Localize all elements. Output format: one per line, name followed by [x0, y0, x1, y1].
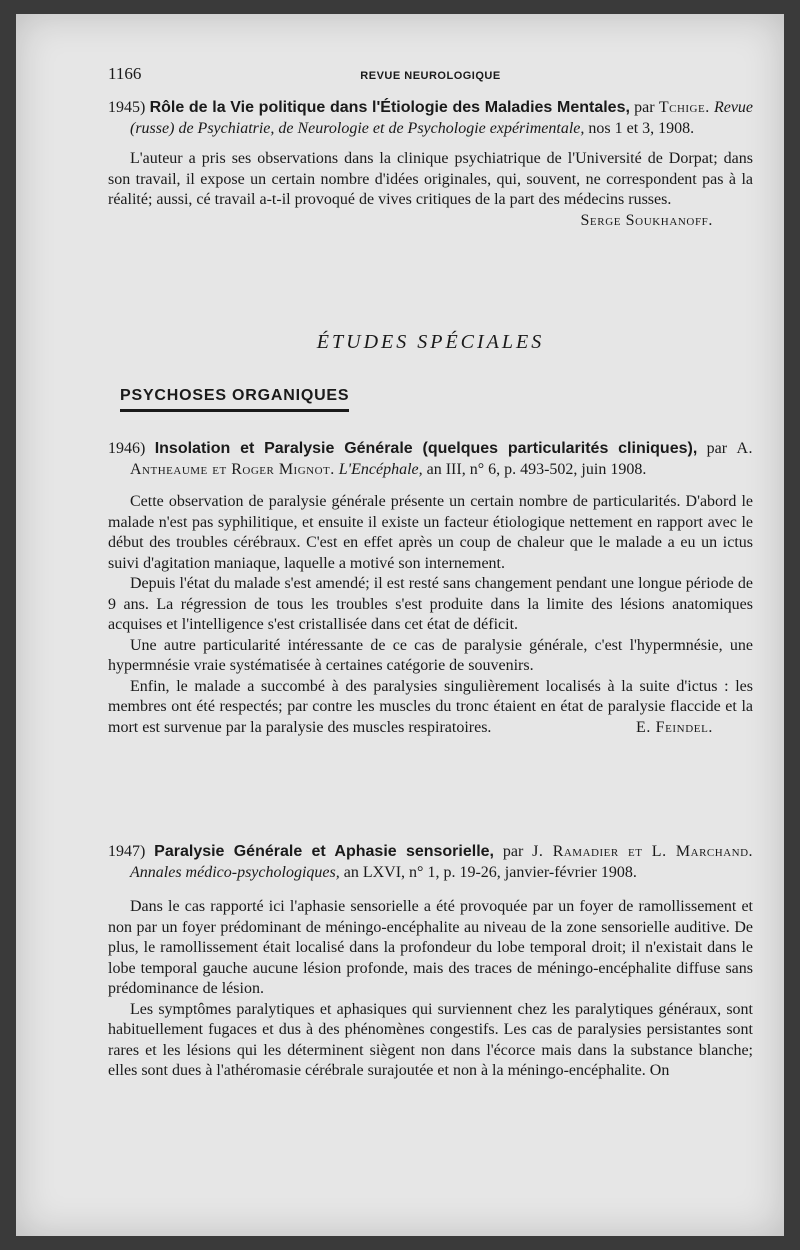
- paragraph: Depuis l'état du malade s'est amendé; il est resté sans changement pendant une longue période de 9 ans. La régression de tous les troubles s'est produite dans la limite des lésions anatomiques acquises et l'intelligence s'est cristallisée dans cet état de déficit.: [108, 575, 753, 633]
- entry-1945-signature: Serge Soukhanoff.: [580, 211, 713, 229]
- paragraph: [108, 677, 753, 739]
- entry-author: Tchige.: [658, 99, 710, 116]
- entry-1945-heading: [108, 98, 753, 139]
- paragraph: Dans le cas rapporté ici l'aphasie sensorielle a été provoquée par un foyer de ramollissement et non par un foyer prédominant de méningo-encéphalite au niveau de la zone sensorielle auditive. De plus, le ramollissement était localisé dans la profondeur du lobe temporal droit; il n'existait dans le lobe temporal gauche aucune lésion profonde, mais des traces de méningo-encéphalite diffuse sans prédominance de lésion.: [108, 898, 753, 997]
- entry-1947-body: [108, 897, 753, 1082]
- paragraph-text: Enfin, le malade a succombé à des paralysies singulièrement localisés à la suite d'ictus : les membres ont été respectés; par contre les muscles du tronc étaient en état de paralysie flaccide et la mort est survenue par la paralysie des muscles respiratoires.: [108, 677, 753, 736]
- running-head: REVUE NEUROLOGIQUE: [360, 70, 501, 82]
- subsection-heading: [108, 386, 765, 412]
- page-header: [108, 64, 753, 86]
- paragraph: Cette observation de paralysie générale présente un certain nombre de particularités. D'abord le malade n'est pas syphilitique, et ensuite il existe un facteur étiologique nettement en rapport avec le début des troubles cérébraux. C'est en effet après un coup de chaleur que le malade a eu un ictus suivi d'agitation maniaque, laquelle a motivé son internement.: [108, 493, 753, 572]
- entry-number: 1945): [108, 99, 146, 116]
- entry-title: Rôle de la Vie politique dans l'Étiologie des Maladies Mentales,: [149, 99, 630, 116]
- entry-1945-body: L'auteur a pris ses observations dans la clinique psychiatrique de l'Université de Dorpat; dans son travail, il expose un certain nombre d'idées originales, qui, souvent, ne correspondent pas à la réalité; aussi, cé travail a-t-il provoqué de vives critiques de la part des médecins russes.: [108, 150, 753, 208]
- entry-1946-body: [108, 492, 753, 738]
- paragraph: Les symptômes paralytiques et aphasiques qui surviennent chez les paralytiques généraux, sont habituellement fugaces et dus à des phénomènes congestifs. Les cas de paralysies persistantes sont rares et les lésions qui les déterminent siègent non dans l'écorce mais dans la substance blanche; elles sont dues à l'athéromasie cérébrale surajoutée et non à la méningo-encéphalite. On: [108, 1000, 753, 1079]
- entry-number: 1947): [108, 843, 146, 860]
- entry-by: par: [634, 99, 655, 116]
- entry-issue: an III, n° 6, p. 493-502, juin 1908.: [426, 460, 647, 478]
- entry-issue: nos 1 et 3, 1908.: [588, 119, 695, 137]
- entry-issue: an LXVI, n° 1, p. 19-26, janvier-février 1908.: [343, 863, 637, 881]
- entry-authors: A. Antheaume et Roger Mignot.: [130, 440, 754, 478]
- entry-by: par: [502, 843, 524, 860]
- entry-source: Revue (russe) de Psychiatrie, de Neurologie et de Psychologie expérimentale,: [130, 99, 754, 137]
- scanned-page: [16, 14, 784, 1236]
- subsection-title: PSYCHOSES ORGANIQUES: [120, 386, 349, 412]
- entry-1945: [108, 98, 753, 231]
- entry-source: L'Encéphale,: [338, 460, 423, 478]
- section-heading: [108, 332, 753, 353]
- entry-1947-heading: [108, 842, 753, 883]
- entry-source: Annales médico-psychologiques,: [130, 863, 340, 881]
- entry-number: 1946): [108, 440, 146, 457]
- entry-authors: J. Ramadier et L. Marchand.: [532, 843, 754, 860]
- entry-by: par: [706, 440, 728, 457]
- section-title: ÉTUDES SPÉCIALES: [316, 331, 545, 353]
- page-number: 1166: [108, 64, 142, 83]
- entry-title: Insolation et Paralysie Générale (quelques particularités cliniques),: [154, 440, 698, 457]
- entry-1946: [108, 439, 753, 738]
- paragraph: Une autre particularité intéressante de ce cas de paralysie générale, c'est l'hypermnésie, une hypermnésie vraie systématisée à certaines catégorie de souvenirs.: [108, 636, 753, 674]
- entry-title: Paralysie Générale et Aphasie sensorielle,: [154, 843, 494, 860]
- entry-1946-signature: E. Feindel.: [636, 718, 713, 736]
- entry-1947: [108, 842, 753, 1082]
- entry-1946-heading: [108, 439, 753, 480]
